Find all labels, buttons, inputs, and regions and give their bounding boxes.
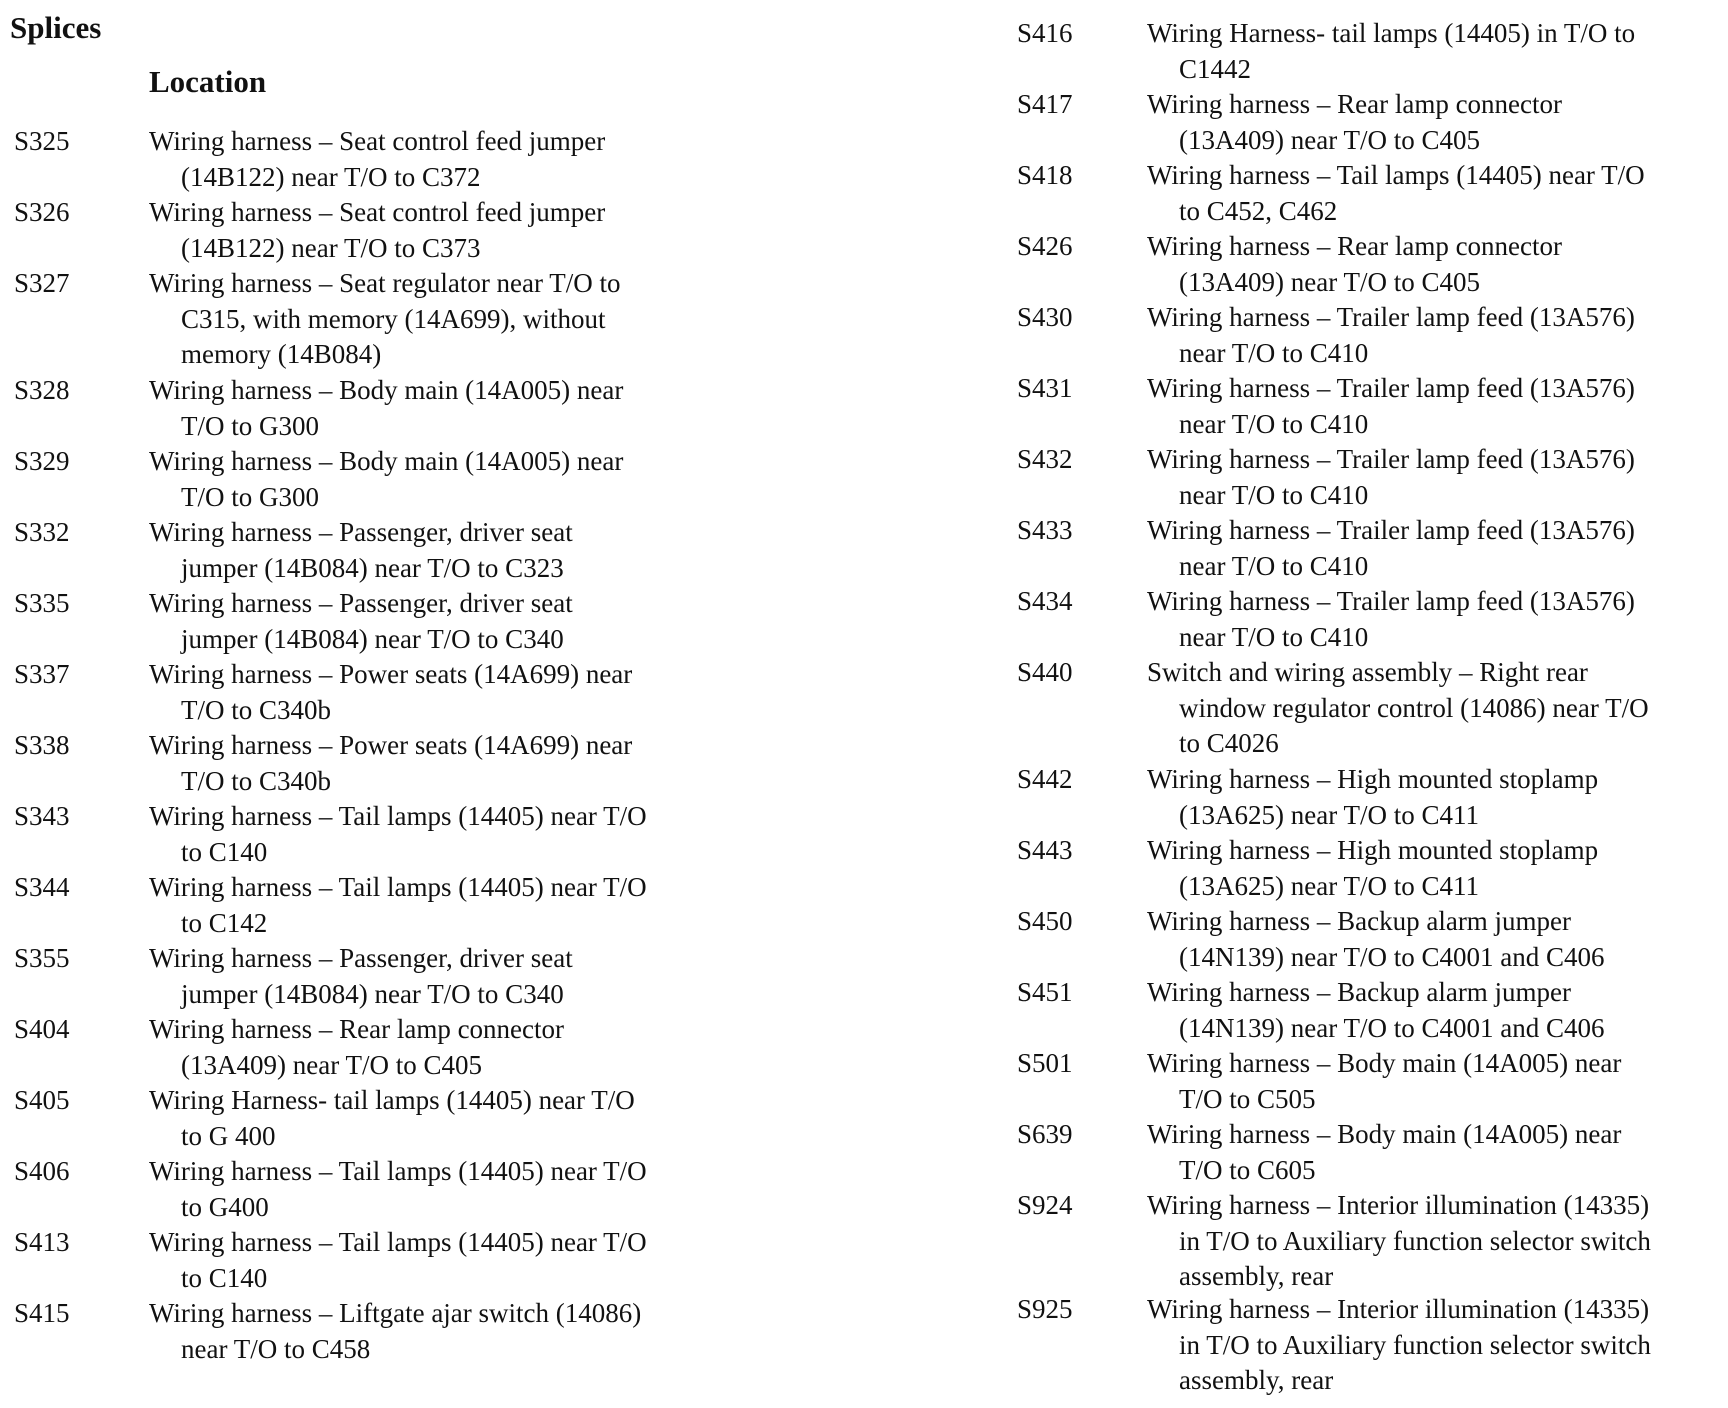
splice-location (149, 586, 573, 657)
splice-location-line: to C4026 (1179, 728, 1279, 758)
splice-code: S405 (14, 1085, 70, 1115)
splice-code: S343 (14, 801, 70, 831)
splice-code: S417 (1017, 89, 1073, 119)
splice-code: S416 (1017, 18, 1073, 48)
splice-code: S328 (14, 375, 70, 405)
splice-location (1147, 229, 1562, 300)
splice-location-line: memory (14B084) (181, 339, 382, 369)
splice-location (1147, 833, 1598, 904)
splice-location (1147, 762, 1598, 833)
splice-location (149, 799, 647, 870)
splice-location-line: (13A409) near T/O to C405 (1179, 124, 1480, 155)
splice-location-line: Wiring harness – Rear lamp connector (1147, 89, 1563, 119)
splice-location (1147, 513, 1635, 584)
splice-location-line: assembly, rear (1179, 1261, 1334, 1291)
splice-location (1147, 16, 1635, 87)
splice-code: S433 (1017, 515, 1073, 545)
splice-location (149, 1296, 641, 1367)
splice-location-line: Wiring harness – Tail lamps (14405) near T/O (1147, 160, 1645, 190)
splice-location (149, 373, 623, 444)
splice-code: S332 (14, 517, 70, 547)
splice-location-line: near T/O to C410 (1179, 408, 1369, 439)
splice-location-line: Wiring harness – Interior illumination (14335) (1147, 1190, 1650, 1220)
splice-code: S430 (1017, 302, 1073, 332)
splice-location-line: (13A409) near T/O to C405 (1179, 266, 1480, 297)
splice-location-line: near T/O to C458 (181, 1333, 371, 1364)
splice-location-line: window regulator control (14086) near T/O (1179, 692, 1649, 723)
splice-code: S335 (14, 588, 70, 618)
splice-location-line: (14B122) near T/O to C372 (181, 161, 481, 192)
splice-location (1147, 904, 1604, 975)
splice-location-line: to C142 (181, 907, 268, 938)
splice-location-line: Wiring harness – Tail lamps (14405) near T/O (149, 872, 647, 902)
splice-location (149, 266, 621, 373)
splice-location-line: jumper (14B084) near T/O to C340 (181, 978, 564, 1009)
splice-location-line: Wiring harness – Interior illumination (14335) (1147, 1294, 1650, 1324)
splice-code: S443 (1017, 835, 1073, 865)
splice-location-line: Wiring harness – Rear lamp connector (1147, 231, 1563, 261)
splice-location-line: Wiring harness – Passenger, driver seat (149, 943, 573, 973)
splice-location-line: near T/O to C410 (1179, 337, 1369, 368)
splice-location-line: Wiring harness – Trailer lamp feed (13A576) (1147, 515, 1635, 545)
splice-location-line: Wiring harness – Trailer lamp feed (13A576) (1147, 302, 1635, 332)
splice-location-line: Wiring harness – Backup alarm jumper (1147, 906, 1572, 936)
splice-location (149, 728, 632, 799)
splice-location-line: in T/O to Auxiliary function selector switch (1179, 1329, 1651, 1360)
splice-code: S440 (1017, 657, 1073, 687)
splice-location-line: Switch and wiring assembly – Right rear (1147, 657, 1588, 687)
splice-location-line: T/O to C605 (1179, 1154, 1316, 1185)
splice-location-line: assembly, rear (1179, 1365, 1334, 1395)
splice-location (1147, 584, 1635, 655)
splice-location (149, 870, 647, 941)
splice-location (1147, 1292, 1651, 1399)
splice-location-line: near T/O to C410 (1179, 479, 1369, 510)
splice-location-line: Wiring Harness- tail lamps (14405) in T/O to (1147, 18, 1636, 48)
splice-location (1147, 87, 1562, 158)
splice-code: S327 (14, 268, 70, 298)
splice-location-line: (14N139) near T/O to C4001 and C406 (1179, 941, 1605, 972)
splice-location-line: Wiring harness – Tail lamps (14405) near T/O (149, 801, 647, 831)
splice-location (1147, 655, 1649, 762)
splice-location-line: to G 400 (181, 1120, 276, 1151)
splice-location-line: C1442 (1179, 53, 1252, 84)
splice-code: S639 (1017, 1119, 1073, 1149)
splice-code: S344 (14, 872, 70, 902)
splice-location (1147, 975, 1604, 1046)
splice-location-line: Wiring harness – Power seats (14A699) near (149, 659, 633, 689)
location-heading: Location (149, 64, 267, 99)
splice-location-line: Wiring harness – Body main (14A005) near (1147, 1119, 1622, 1149)
splice-location (1147, 442, 1635, 513)
splice-code: S325 (14, 126, 70, 156)
splice-location-line: (13A625) near T/O to C411 (1179, 799, 1479, 830)
splice-location-line: C315, with memory (14A699), without (181, 303, 606, 334)
splice-location (149, 124, 605, 195)
splice-location-line: near T/O to C410 (1179, 550, 1369, 581)
splice-code: S337 (14, 659, 70, 689)
splice-code: S431 (1017, 373, 1073, 403)
splice-location (1147, 1188, 1651, 1295)
splice-location-line: Wiring harness – Trailer lamp feed (13A576) (1147, 444, 1635, 474)
splice-location-line: jumper (14B084) near T/O to C323 (181, 552, 564, 583)
splice-location-line: (13A409) near T/O to C405 (181, 1049, 482, 1080)
splice-code: S924 (1017, 1190, 1073, 1220)
splice-code: S338 (14, 730, 70, 760)
splice-location-line: Wiring harness – Tail lamps (14405) near T/O (149, 1227, 647, 1257)
splice-location-line: Wiring harness – Power seats (14A699) near (149, 730, 633, 760)
splice-code: S501 (1017, 1048, 1073, 1078)
splice-location-line: Wiring harness – Body main (14A005) near (149, 375, 624, 405)
splice-location (1147, 300, 1635, 371)
splice-location-line: Wiring harness – Tail lamps (14405) near T/O (149, 1156, 647, 1186)
splice-code: S432 (1017, 444, 1073, 474)
splice-location-line: Wiring harness – Liftgate ajar switch (14086) (149, 1298, 642, 1328)
splice-location-line: Wiring harness – Seat regulator near T/O to (149, 268, 621, 298)
splice-location-line: near T/O to C410 (1179, 621, 1369, 652)
splice-location-line: Wiring Harness- tail lamps (14405) near T/O (149, 1085, 635, 1115)
splice-location-line: Wiring harness – Seat control feed jumper (149, 126, 606, 156)
splice-location-line: Wiring harness – Body main (14A005) near (149, 446, 624, 476)
splice-location-line: to C140 (181, 836, 268, 867)
splice-location (149, 1154, 647, 1225)
splice-location-line: jumper (14B084) near T/O to C340 (181, 623, 564, 654)
splice-location-line: in T/O to Auxiliary function selector switch (1179, 1225, 1651, 1256)
splice-location-line: T/O to G300 (181, 481, 319, 512)
splice-location-line: T/O to G300 (181, 410, 319, 441)
splice-location (149, 657, 632, 728)
splice-location-line: (13A625) near T/O to C411 (1179, 870, 1479, 901)
splice-location-line: to G400 (181, 1191, 269, 1222)
splice-location (149, 1225, 647, 1296)
splice-location (149, 1012, 564, 1083)
splice-code: S406 (14, 1156, 70, 1186)
splice-location (149, 515, 573, 586)
splice-location (1147, 158, 1645, 229)
splice-location (149, 195, 605, 266)
splice-location-line: Wiring harness – Backup alarm jumper (1147, 977, 1572, 1007)
splice-code: S418 (1017, 160, 1073, 190)
splice-code: S415 (14, 1298, 70, 1328)
splice-location (149, 1083, 635, 1154)
splice-code: S355 (14, 943, 70, 973)
splice-code: S442 (1017, 764, 1073, 794)
splice-location-line: (14N139) near T/O to C4001 and C406 (1179, 1012, 1605, 1043)
splice-location (149, 444, 623, 515)
splice-location-line: Wiring harness – Rear lamp connector (149, 1014, 565, 1044)
splice-location-line: Wiring harness – Trailer lamp feed (13A576) (1147, 586, 1635, 616)
splice-code: S434 (1017, 586, 1073, 616)
splice-code: S450 (1017, 906, 1073, 936)
splice-location (1147, 1117, 1621, 1188)
splice-location-line: Wiring harness – Seat control feed jumper (149, 197, 606, 227)
splice-location (1147, 371, 1635, 442)
splice-location-line: (14B122) near T/O to C373 (181, 232, 481, 263)
splice-code: S451 (1017, 977, 1073, 1007)
splice-location (1147, 1046, 1621, 1117)
splice-location-line: to C140 (181, 1262, 268, 1293)
splice-location-line: T/O to C340b (181, 694, 332, 725)
splices-heading: Splices (10, 10, 102, 45)
splice-code: S404 (14, 1014, 70, 1044)
splice-location-line: Wiring harness – Trailer lamp feed (13A576) (1147, 373, 1635, 403)
splice-location-line: Wiring harness – Passenger, driver seat (149, 588, 573, 618)
splice-code: S413 (14, 1227, 70, 1257)
splice-location-line: T/O to C340b (181, 765, 332, 796)
splice-code: S925 (1017, 1294, 1073, 1324)
splice-location-line: Wiring harness – High mounted stoplamp (1147, 764, 1599, 794)
splice-code: S326 (14, 197, 70, 227)
splice-location-line: T/O to C505 (1179, 1083, 1316, 1114)
splice-location-line: Wiring harness – Body main (14A005) near (1147, 1048, 1622, 1078)
splice-code: S426 (1017, 231, 1073, 261)
splice-location (149, 941, 573, 1012)
splice-location-line: Wiring harness – High mounted stoplamp (1147, 835, 1599, 865)
splice-location-line: to C452, C462 (1179, 195, 1338, 226)
splice-location-line: Wiring harness – Passenger, driver seat (149, 517, 573, 547)
splice-code: S329 (14, 446, 70, 476)
